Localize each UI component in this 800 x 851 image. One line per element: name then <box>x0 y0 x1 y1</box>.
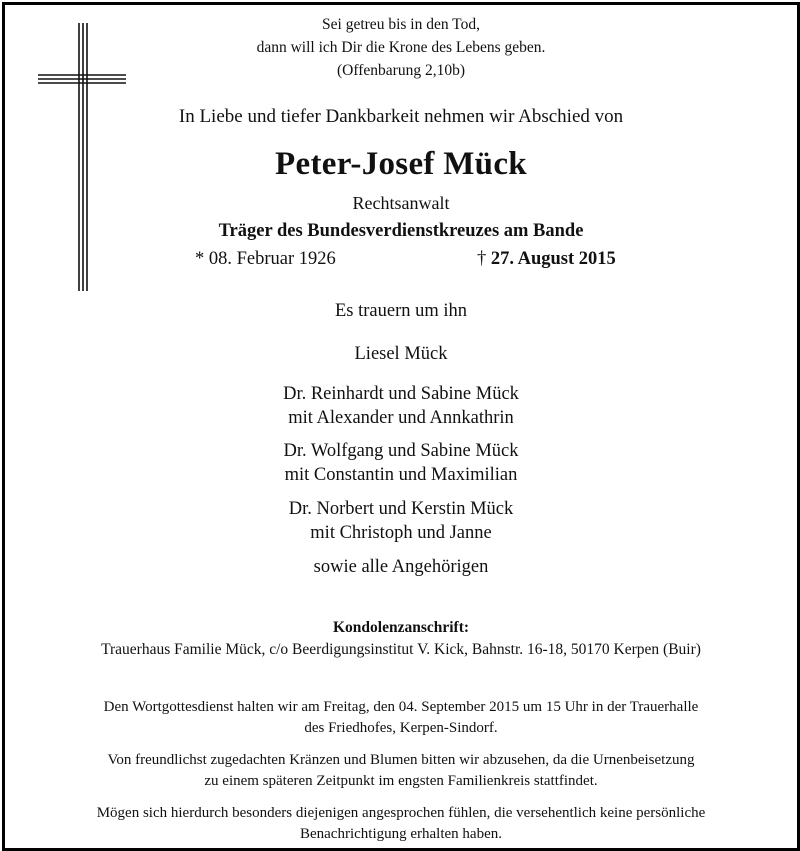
mourner-family-1-line-2: mit Alexander und Annkathrin <box>288 408 514 428</box>
mourner-family-2-line-2: mit Constantin und Maximilian <box>284 465 518 485</box>
mourner-family-2-line-1: Dr. Wolfgang und Sabine Mück <box>283 441 519 461</box>
verse-reference: (Offenbarung 2,10b) <box>337 62 465 79</box>
obituary-notice <box>2 2 800 851</box>
condolence-label: Kondolenzanschrift: <box>332 619 470 636</box>
mourner-family-1-line-1: Dr. Reinhardt und Sabine Mück <box>283 384 519 404</box>
address-notice-line-2: Benachrichtigung erhalten haben. <box>299 826 502 842</box>
deceased-name: Peter-Josef Mück <box>275 146 527 182</box>
mourners-others: sowie alle Angehörigen <box>313 557 489 577</box>
service-notice-line-1: Den Wortgottesdienst halten wir am Freitag, den 04. September 2015 um 15 Uhr in der Trauerhalle <box>103 699 699 715</box>
death-date <box>477 249 616 270</box>
intro-text: In Liebe und tiefer Dankbarkeit nehmen wir Abschied von <box>178 106 624 127</box>
flowers-notice-line-2: zu einem späteren Zeitpunkt im engsten Familienkreis stattfindet. <box>204 773 598 789</box>
verse-line-2: dann will ich Dir die Krone des Lebens geben. <box>256 39 546 56</box>
birth-date: * 08. Februar 1926 <box>195 249 336 269</box>
address-notice-line-1: Mögen sich hierdurch besonders diejenigen angesprochen fühlen, die versehentlich keine persönliche <box>96 805 706 821</box>
mourner-widow: Liesel Mück <box>354 344 448 364</box>
mourners-heading: Es trauern um ihn <box>334 301 468 321</box>
deceased-honor: Träger des Bundesverdienstkreuzes am Bande <box>218 221 584 241</box>
dagger-icon: † <box>477 249 487 269</box>
deceased-profession: Rechtsanwalt <box>352 193 450 213</box>
service-notice-line-2: des Friedhofes, Kerpen-Sindorf. <box>304 720 498 736</box>
mourner-family-3-line-2: mit Christoph und Janne <box>310 523 492 543</box>
condolence-address: Trauerhaus Familie Mück, c/o Beerdigungsinstitut V. Kick, Bahnstr. 16-18, 50170 Kerpen (Buir) <box>101 641 701 658</box>
mourner-family-3-line-1: Dr. Norbert und Kerstin Mück <box>288 499 514 519</box>
verse-line-1: Sei getreu bis in den Tod, <box>322 16 480 33</box>
flowers-notice-line-1: Von freundlichst zugedachten Kränzen und Blumen bitten wir abzusehen, da die Urnenbeisetzung <box>107 752 695 768</box>
death-date-value: 27. August 2015 <box>490 249 616 269</box>
